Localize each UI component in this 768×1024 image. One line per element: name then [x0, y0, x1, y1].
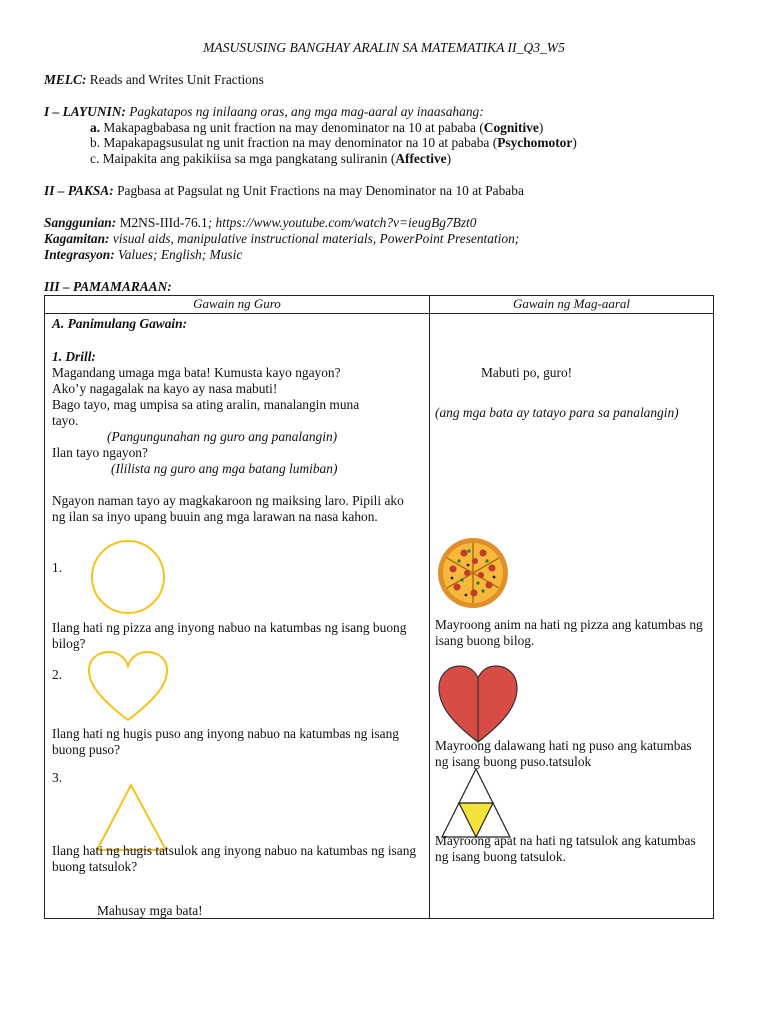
layunin-label: I – LAYUNIN: [44, 104, 126, 119]
question-heart: Ilang hati ng hugis puso ang inyong nabuo na katumbas ng isang buong puso? [52, 726, 399, 757]
item-number: 1. [52, 560, 63, 575]
column-header-mag-aaral: Gawain ng Mag-aaral [430, 296, 714, 314]
sanggunian-label: Sanggunian: [44, 215, 117, 230]
objective-tag: Affective [395, 151, 447, 166]
page-title: MASUSUSING BANGHAY ARALIN SA MATEMATIKA II_Q3_W5 [203, 40, 565, 55]
kagamitan-text: visual aids, manipulative instructional materials, PowerPoint Presentation; [112, 231, 520, 246]
item-number: 2. [52, 667, 63, 682]
objective-a: a. Makapagbabasa ng unit fraction na may denominator na 10 at pababa (Cognitive) [90, 120, 544, 135]
melc-line [44, 72, 264, 88]
objective-letter: c. [90, 151, 100, 166]
integrasyon-label: Integrasyon: [44, 247, 115, 262]
guro-line: Magandang umaga mga bata! Kumusta kayo ngayon? [52, 365, 341, 380]
pamamaraan-label: III – PAMAMARAAN: [44, 279, 172, 294]
triangle-quarters-icon [440, 767, 512, 839]
sanggunian-line [44, 215, 476, 231]
question-pizza: Ilang hati ng pizza ang inyong nabuo na katumbas ng isang buong bilog? [52, 620, 407, 651]
objective-text: Makapagbabasa ng unit fraction na may denominator na 10 at pababa [103, 120, 476, 135]
paksa-line [44, 183, 524, 199]
question-triangle: Ilang hati ng hugis tatsulok ang inyong nabuo na katumbas ng isang buong tatsulok? [52, 843, 417, 874]
guro-note-prayer: (Pangungunahan ng guro ang panalangin) [107, 429, 338, 444]
answer-triangle: Mayroong apat na hati ng tatsulok ang katumbas ng isang buong tatsulok. [435, 833, 696, 864]
heart-halves-icon [437, 664, 519, 744]
circle-outline-icon [89, 538, 169, 618]
heart-outline-icon [87, 650, 169, 724]
paksa-text: Pagbasa at Pagsulat ng Unit Fractions na may Denominator na 10 at Pababa [117, 183, 524, 198]
column-header-guro: Gawain ng Guro [45, 296, 430, 314]
item-number: 3. [52, 770, 63, 785]
drill-heading: 1. Drill: [52, 349, 96, 364]
objective-tag: Psychomotor [497, 135, 573, 150]
student-note: (ang mga bata ay tatayo para sa panalangin) [435, 405, 679, 420]
sanggunian-code: M2NS-IIId-76.1 [119, 215, 208, 230]
kagamitan-label: Kagamitan: [44, 231, 110, 246]
objective-text: Mapakapagsusulat ng unit fraction na may denominator na 10 at pababa [103, 135, 490, 150]
game-intro: Ngayon naman tayo ay magkakaroon ng maiksing laro. Pipili ako ng ilan sa inyo upang buuin ang mga larawan na nasa kahon. [52, 493, 404, 524]
closing-praise: Mahusay mga bata! [97, 903, 203, 918]
answer-pizza: Mayroong anim na hati ng pizza ang katumbas ng isang buong bilog. [435, 617, 703, 648]
guro-question: Ilan tayo ngayon? [52, 445, 148, 460]
objective-b: b. Mapakapagsusulat ng unit fraction na may denominator na 10 at pababa (Psychomotor) [90, 135, 577, 150]
objective-tag: Cognitive [483, 120, 539, 135]
pizza-icon [437, 537, 509, 609]
melc-text: Reads and Writes Unit Fractions [89, 72, 264, 87]
procedure-table [44, 295, 714, 919]
student-reply: Mabuti po, guro! [481, 365, 573, 380]
guro-line: tayo. [52, 413, 79, 428]
integrasyon-text: Values; English; Music [118, 247, 243, 262]
guro-note-attendance: (Ililista ng guro ang mga batang lumiban) [111, 461, 338, 476]
integrasyon-line [44, 247, 242, 263]
kagamitan-line [44, 231, 519, 247]
mag-aaral-cell [430, 314, 714, 919]
guro-line: Ako’y nagagalak na kayo ay nasa mabuti! [52, 381, 278, 396]
melc-label: MELC: [44, 72, 87, 87]
layunin-intro: Pagkatapos ng inilaang oras, ang mga mag-aaral ay inaasahang: [129, 104, 484, 119]
layunin-heading [44, 104, 484, 120]
guro-line: Bago tayo, mag umpisa sa ating aralin, manalangin muna [52, 397, 360, 412]
guro-cell [45, 314, 430, 919]
objective-c: c. Maipakita ang pakikiisa sa mga pangkatang suliranin (Affective) [90, 151, 452, 166]
paksa-label: II – PAKSA: [44, 183, 114, 198]
objective-text: Maipakita ang pakikiisa sa mga pangkatang suliranin [102, 151, 388, 166]
objective-letter: b. [90, 135, 101, 150]
section-heading: A. Panimulang Gawain: [52, 316, 188, 331]
answer-heart: Mayroong dalawang hati ng puso ang katumbas ng isang buong puso.tatsulok [435, 738, 692, 769]
objective-letter: a. [90, 120, 101, 135]
sanggunian-url: ; https://www.youtube.com/watch?v=ieugBg7Bzt0 [207, 215, 477, 230]
